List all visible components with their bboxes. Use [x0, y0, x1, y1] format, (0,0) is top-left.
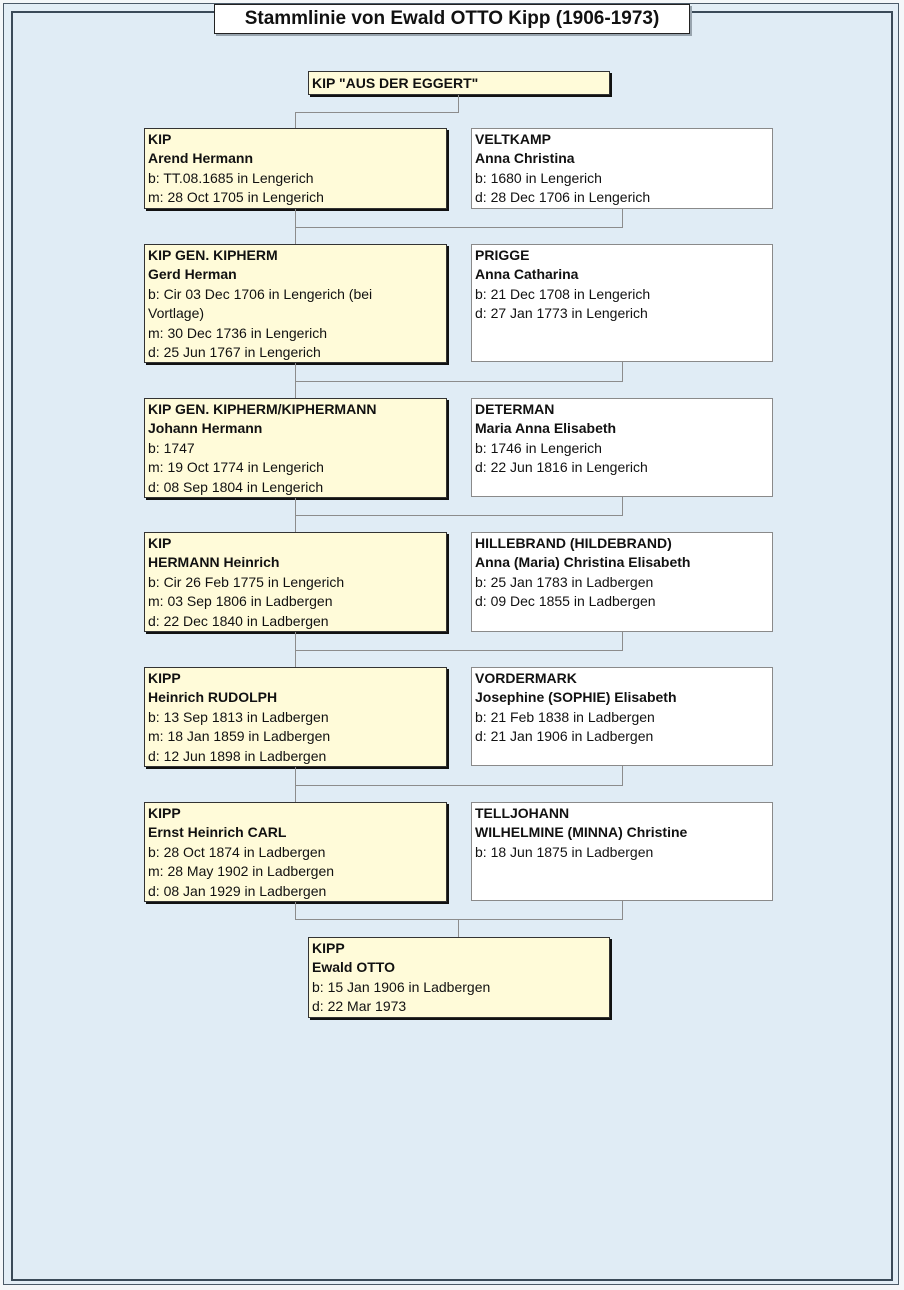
person-surname: KIP "AUS DER EGGERT" — [312, 75, 479, 91]
person-box-mother-gen-5[interactable] — [471, 667, 773, 766]
person-box-father-gen-4[interactable] — [144, 532, 447, 632]
person-fact: b: Cir 03 Dec 1706 in Lengerich (bei — [148, 285, 373, 302]
person-given-name: Heinrich RUDOLPH — [148, 689, 278, 706]
connector-line — [295, 785, 296, 802]
connector-line — [295, 650, 623, 651]
connector-line — [295, 381, 623, 382]
person-surname: TELLJOHANN — [475, 805, 570, 821]
person-surname: KIPP — [148, 805, 181, 821]
person-fact: m: 03 Sep 1806 in Ladbergen — [148, 593, 333, 610]
connector-line — [295, 650, 296, 667]
person-given-name: HERMANN Heinrich — [148, 554, 280, 571]
person-fact: d: 28 Dec 1706 in Lengerich — [475, 189, 651, 206]
chart-title: Stammlinie von Ewald OTTO Kipp (1906-1973) — [214, 4, 690, 34]
person-given-name: Anna Catharina — [475, 266, 579, 283]
person-surname: VELTKAMP — [475, 131, 551, 147]
connector-line — [622, 209, 623, 228]
person-fact: b: 25 Jan 1783 in Ladbergen — [475, 573, 654, 590]
connector-line — [622, 497, 623, 515]
person-fact: b: 13 Sep 1813 in Ladbergen — [148, 708, 329, 725]
person-given-name: Anna (Maria) Christina Elisabeth — [475, 554, 691, 571]
person-box-mother-gen-6[interactable] — [471, 802, 773, 901]
person-box-root[interactable] — [308, 71, 610, 95]
person-given-name: Ewald OTTO — [312, 959, 395, 976]
person-given-name: WILHELMINE (MINNA) Christine — [475, 824, 688, 841]
person-fact: b: 1747 — [148, 439, 195, 456]
connector-line — [295, 632, 296, 650]
person-fact: b: TT.08.1685 in Lengerich — [148, 169, 314, 186]
person-box-subject[interactable] — [308, 937, 610, 1018]
person-box-mother-gen-2[interactable] — [471, 244, 773, 362]
connector-line — [295, 381, 296, 398]
connector-line — [295, 209, 296, 228]
person-fact: b: 1746 in Lengerich — [475, 439, 602, 456]
person-box-father-gen-3[interactable] — [144, 398, 447, 498]
connector-line — [295, 112, 459, 113]
person-fact: b: 21 Feb 1838 in Ladbergen — [475, 708, 655, 725]
connector-line — [458, 95, 459, 112]
person-fact: m: 19 Oct 1774 in Lengerich — [148, 459, 324, 476]
person-given-name: Ernst Heinrich CARL — [148, 824, 287, 841]
person-given-name: Josephine (SOPHIE) Elisabeth — [475, 689, 677, 706]
person-fact: d: 08 Sep 1804 in Lengerich — [148, 478, 324, 495]
person-box-father-gen-2[interactable] — [144, 244, 447, 363]
person-fact: b: 28 Oct 1874 in Ladbergen — [148, 843, 326, 860]
connector-line — [295, 227, 623, 228]
connector-line — [458, 919, 459, 937]
person-fact: d: 22 Jun 1816 in Lengerich — [475, 459, 648, 476]
person-fact: d: 22 Mar 1973 — [312, 998, 407, 1015]
person-fact: m: 28 Oct 1705 in Lengerich — [148, 189, 324, 206]
connector-line — [295, 515, 623, 516]
connector-line — [295, 363, 296, 381]
person-box-mother-gen-1[interactable] — [471, 128, 773, 209]
person-fact: d: 27 Jan 1773 in Lengerich — [475, 305, 648, 322]
person-surname: KIPP — [148, 670, 181, 686]
person-fact: m: 28 May 1902 in Ladbergen — [148, 863, 335, 880]
person-fact: d: 22 Dec 1840 in Ladbergen — [148, 612, 329, 629]
person-box-mother-gen-4[interactable] — [471, 532, 773, 632]
person-given-name: Gerd Herman — [148, 266, 237, 283]
person-fact: b: 21 Dec 1708 in Lengerich — [475, 285, 651, 302]
person-surname: DETERMAN — [475, 401, 555, 417]
connector-line — [295, 902, 296, 919]
connector-line — [622, 766, 623, 785]
person-given-name: Anna Christina — [475, 150, 575, 167]
person-surname: PRIGGE — [475, 247, 530, 263]
person-fact: d: 08 Jan 1929 in Ladbergen — [148, 882, 327, 899]
connector-line — [295, 767, 296, 785]
person-surname: KIPP — [312, 940, 345, 956]
person-box-father-gen-5[interactable] — [144, 667, 447, 767]
person-box-father-gen-6[interactable] — [144, 802, 447, 902]
connector-line — [622, 632, 623, 650]
person-fact: m: 18 Jan 1859 in Ladbergen — [148, 728, 331, 745]
person-fact: d: 25 Jun 1767 in Lengerich — [148, 344, 321, 361]
person-surname: KIP — [148, 535, 172, 551]
connector-line — [295, 112, 296, 128]
person-fact: Vortlage) — [148, 305, 205, 322]
person-surname: HILLEBRAND (HILDEBRAND) — [475, 535, 672, 551]
person-given-name: Arend Hermann — [148, 150, 254, 167]
person-surname: KIP GEN. KIPHERM/KIPHERMANN — [148, 401, 377, 417]
person-fact: b: 1680 in Lengerich — [475, 169, 602, 186]
connector-line — [295, 498, 296, 515]
person-given-name: Johann Hermann — [148, 420, 263, 437]
person-fact: b: 18 Jun 1875 in Ladbergen — [475, 843, 654, 860]
person-given-name: Maria Anna Elisabeth — [475, 420, 617, 437]
person-fact: d: 12 Jun 1898 in Ladbergen — [148, 747, 327, 764]
person-surname: VORDERMARK — [475, 670, 577, 686]
connector-line — [622, 901, 623, 919]
person-box-mother-gen-3[interactable] — [471, 398, 773, 497]
connector-line — [622, 362, 623, 381]
person-fact: d: 21 Jan 1906 in Ladbergen — [475, 728, 654, 745]
person-box-father-gen-1[interactable] — [144, 128, 447, 209]
person-surname: KIP — [148, 131, 172, 147]
connector-line — [295, 515, 296, 532]
person-fact: d: 09 Dec 1855 in Ladbergen — [475, 593, 656, 610]
person-fact: b: Cir 26 Feb 1775 in Lengerich — [148, 573, 345, 590]
person-surname: KIP GEN. KIPHERM — [148, 247, 278, 263]
person-fact: b: 15 Jan 1906 in Ladbergen — [312, 978, 491, 995]
connector-line — [295, 785, 623, 786]
person-fact: m: 30 Dec 1736 in Lengerich — [148, 324, 327, 341]
connector-line — [295, 227, 296, 244]
connector-line — [295, 919, 623, 920]
